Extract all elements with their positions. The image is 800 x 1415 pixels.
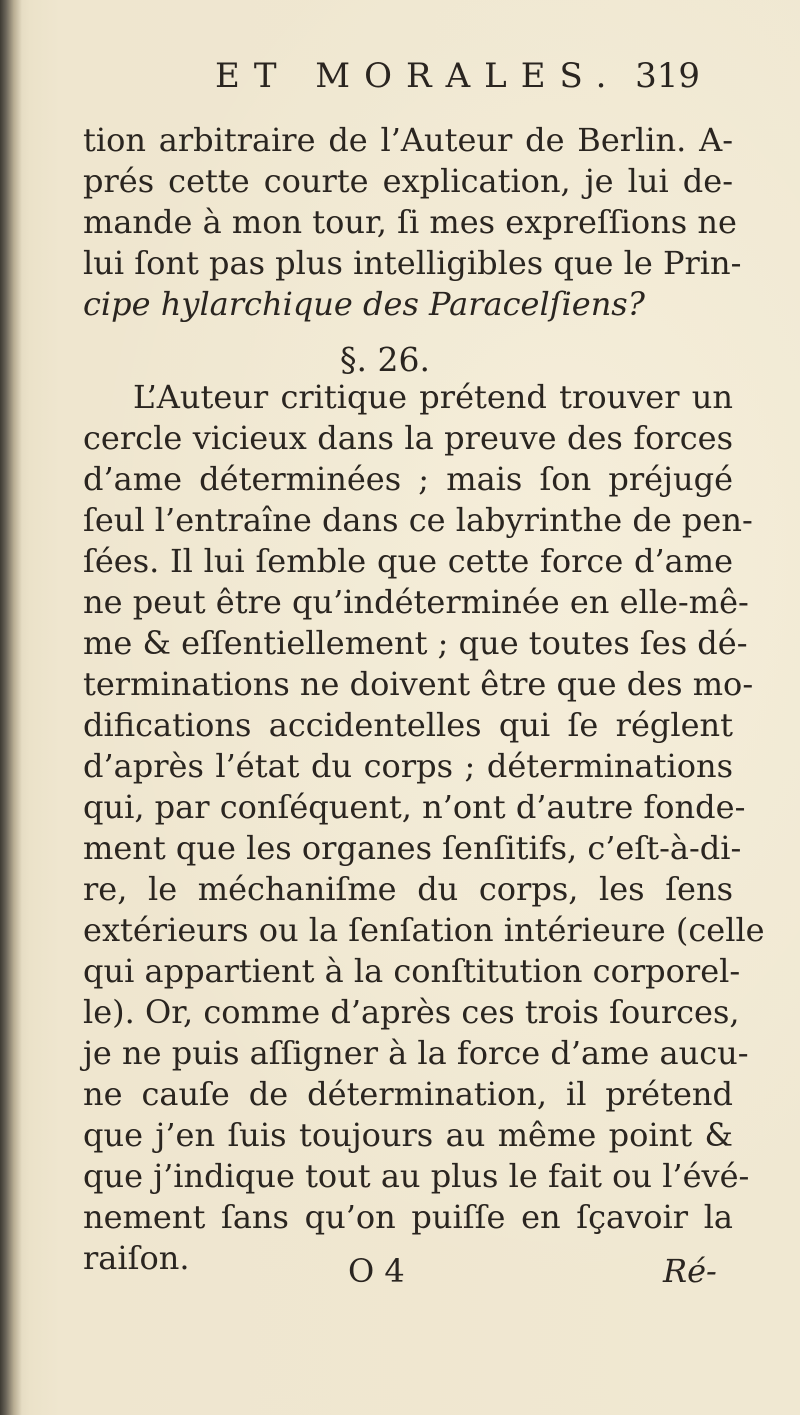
- text-line: je ne puis aſſigner à la force d’ame aucu-: [83, 1034, 749, 1072]
- text-line: me & eſſentiellement ; que toutes ſes dé-: [83, 624, 748, 662]
- book-spine-edge: [0, 0, 22, 1415]
- text-line: terminations ne doivent être que des mo-: [83, 665, 754, 703]
- paragraph-main: [83, 377, 765, 1279]
- text-line: qui, par conſéquent, n’ont d’autre fonde-: [83, 788, 746, 826]
- text-line: ſées. Il lui ſemble que cette force d’ame: [83, 542, 733, 580]
- text-line: que j’en ſuis toujours au même point &: [83, 1116, 733, 1154]
- text-line: ne peut être qu’indéterminée en elle-mê-: [83, 583, 749, 621]
- text-line: ne cauſe de détermination, il prétend: [83, 1075, 733, 1113]
- text-line: extérieurs ou la ſenſation intérieure (celle: [83, 911, 765, 949]
- text-line: cercle vicieux dans la preuve des forces: [83, 419, 733, 457]
- text-line: re, le méchaniſme du corps, les ſens: [83, 870, 733, 908]
- catchword: Ré-: [663, 1252, 717, 1290]
- text-line: qui appartient à la conſtitution corporel-: [83, 952, 741, 990]
- text-line: difications accidentelles qui ſe réglent: [83, 706, 733, 744]
- text-line: ment que les organes ſenſitifs, c’eſt-à-di-: [83, 829, 742, 867]
- text-line: d’ame déterminées ; mais ſon préjugé: [83, 460, 733, 498]
- text-line: que j’indique tout au plus le fait ou l’évé-: [83, 1157, 750, 1195]
- paragraph-continued: [83, 120, 742, 325]
- page-number: 319: [635, 56, 700, 96]
- text-line: d’après l’état du corps ; déterminations: [83, 747, 733, 785]
- text-line: raiſon.: [83, 1239, 190, 1277]
- text-line: lui ſont pas plus intelligibles que le Prin-: [83, 244, 742, 282]
- section-heading: §. 26.: [340, 340, 430, 379]
- signature-mark: O 4: [348, 1252, 405, 1290]
- text-line: cipe hylarchique des Paracelſiens?: [83, 285, 645, 323]
- text-line: tion arbitraire de l’Auteur de Berlin. A-: [83, 121, 733, 159]
- text-line: nement ſans qu’on puiſſe en ſçavoir la: [83, 1198, 733, 1236]
- text-line: mande à mon tour, ſi mes expreſſions ne: [83, 203, 737, 241]
- page-header: [215, 52, 700, 102]
- text-line: le). Or, comme d’après ces trois ſources,: [83, 993, 740, 1031]
- running-title: ET MORALES.: [215, 56, 621, 96]
- text-line: ſeul l’entraîne dans ce labyrinthe de pen-: [83, 501, 753, 539]
- page-footer: [320, 1252, 720, 1302]
- text-line: L’Auteur critique prétend trouver un: [133, 378, 733, 416]
- text-line: prés cette courte explication, je lui de-: [83, 162, 733, 200]
